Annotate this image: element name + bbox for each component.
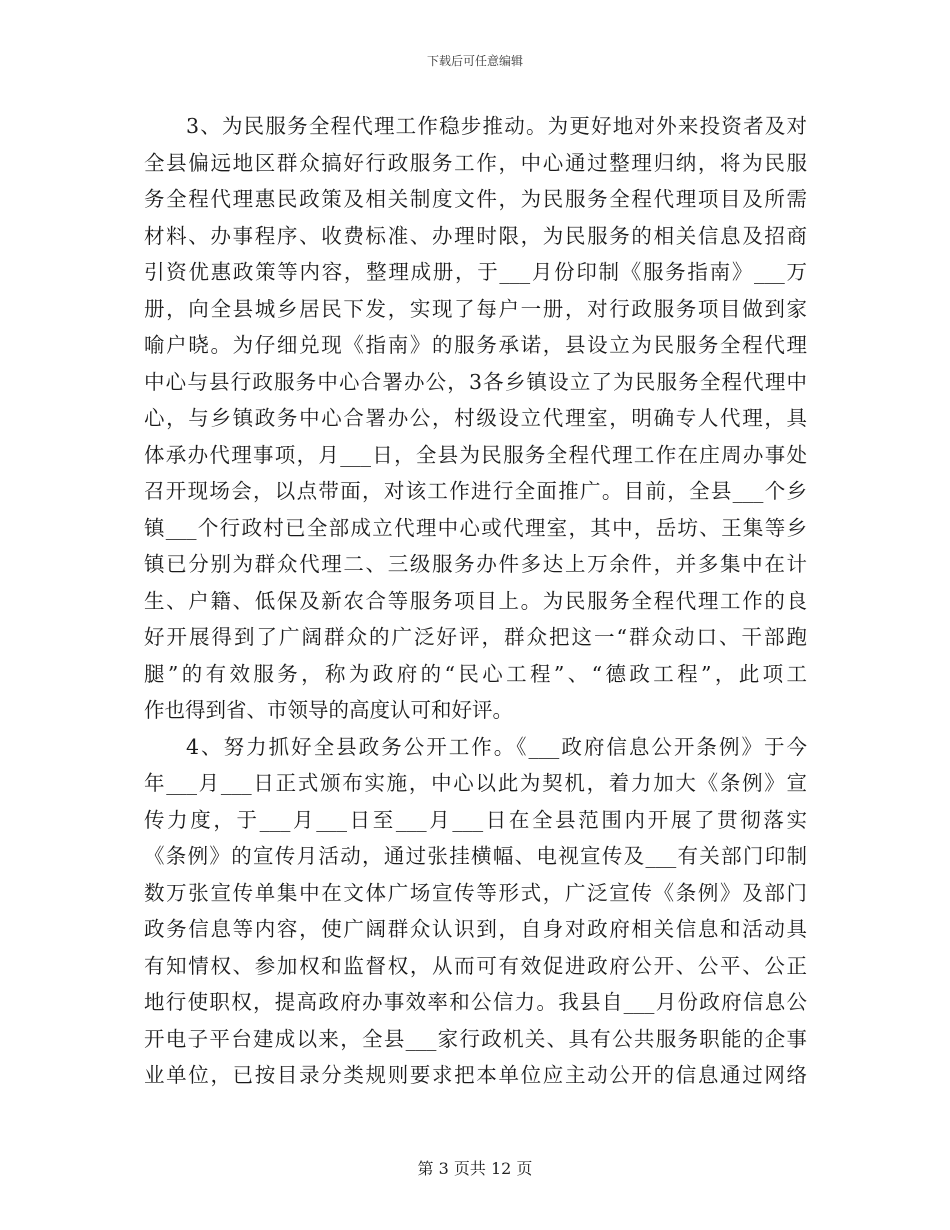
text-line: 心，与乡镇政务中心合署办公，村级设立代理室，明确专人代理，具 — [144, 406, 807, 430]
text-line: 好开展得到了广阔群众的广泛好评，群众把这一“群众动口、干部跑 — [144, 625, 807, 649]
text-line: 4、努力抓好全县政务公开工作。《___政府信息公开条例》于今 — [186, 734, 807, 759]
text-line: 务全程代理惠民政策及相关制度文件，为民服务全程代理项目及所需 — [144, 187, 807, 211]
text-line: 传力度，于___月___日至___月___日在全县范围内开展了贯彻落实 — [144, 807, 807, 832]
text-line: 3、为民服务全程代理工作稳步推动。为更好地对外来投资者及对 — [186, 114, 807, 138]
text-line: 政务信息等内容，使广阔群众认识到，自身对政府相关信息和活动具 — [144, 917, 807, 941]
text-line: 生、户籍、低保及新农合等服务项目上。为民服务全程代理工作的良 — [144, 588, 807, 613]
text-line: 镇已分别为群众代理二、三级服务办件多达上万余件，并多集中在计 — [144, 552, 807, 576]
text-line: 年___月___日正式颁布实施，中心以此为契机，着力加大《条例》宣 — [144, 771, 807, 795]
text-line: 地行使职权，提高政府办事效率和公信力。我县自___月份政府信息公 — [144, 990, 807, 1014]
document-body — [144, 108, 807, 1094]
text-line: 全县偏远地区群众搞好行政服务工作，中心通过整理归纳，将为民服 — [144, 150, 807, 175]
text-line: 体承办代理事项，月___日，全县为民服务全程代理工作在庄周办事处 — [144, 442, 807, 467]
text-line: 召开现场会，以点带面，对该工作进行全面推广。目前，全县___个乡 — [144, 479, 807, 503]
text-line: 册，向全县城乡居民下发，实现了每户一册，对行政服务项目做到家 — [144, 296, 807, 321]
page-header: 下载后可任意编辑 — [426, 54, 523, 68]
text-line: 中心与县行政服务中心合署办公，3各乡镇设立了为民服务全程代理中 — [144, 369, 807, 394]
text-line: 《条例》的宣传月活动，通过张挂横幅、电视宣传及___有关部门印制 — [144, 844, 807, 868]
text-line: 喻户晓。为仔细兑现《指南》的服务承诺，县设立为民服务全程代理 — [144, 333, 807, 357]
text-line: 镇___个行政村已全部成立代理中心或代理室，其中，岳坊、王集等乡 — [144, 515, 807, 540]
text-line: 引资优惠政策等内容，整理成册，于___月份印制《服务指南》___万 — [144, 260, 807, 284]
paragraph-4 — [144, 729, 807, 1094]
text-line: 开电子平台建成以来，全县___家行政机关、具有公共服务职能的企事 — [144, 1026, 807, 1051]
text-line: 数万张宣传单集中在文体广场宣传等形式，广泛宣传《条例》及部门 — [144, 880, 807, 905]
text-line: 材料、办事程序、收费标准、办理时限，为民服务的相关信息及招商 — [144, 223, 807, 248]
text-line: 业单位，已按目录分类规则要求把本单位应主动公开的信息通过网络 — [144, 1063, 807, 1087]
paragraph-3 — [144, 108, 807, 729]
text-line: 有知情权、参加权和监督权，从而可有效促进政府公开、公平、公正 — [144, 953, 807, 978]
page-number-footer: 第 3 页共 12 页 — [417, 1159, 533, 1178]
text-line: 作也得到省、市领导的高度认可和好评。 — [144, 698, 513, 722]
text-line: 腿”的有效服务，称为政府的“民心工程”、“德政工程”，此项工 — [144, 661, 807, 686]
